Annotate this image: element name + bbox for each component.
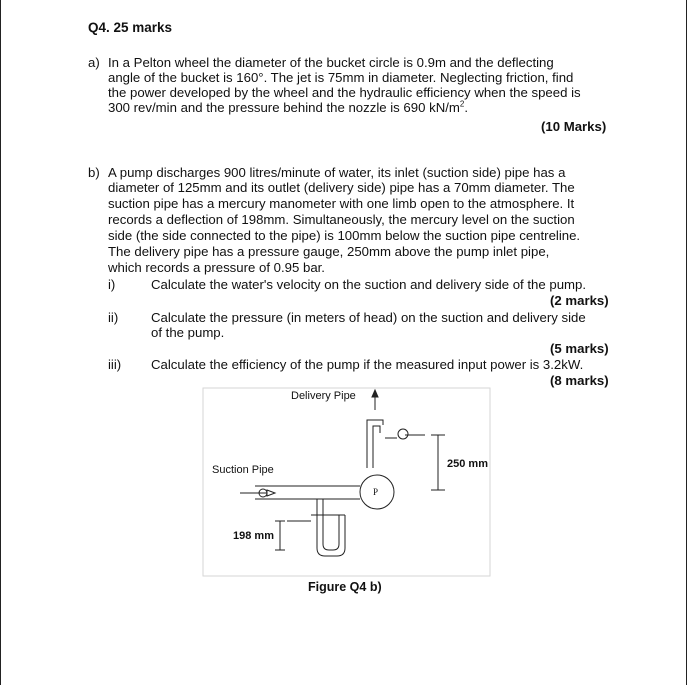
part-a-label: a) xyxy=(88,55,100,70)
delivery-pipe xyxy=(367,420,383,468)
part-b-line-1: A pump discharges 900 litres/minute of water, its inlet (suction side) pipe has a xyxy=(108,165,566,180)
part-b-line-6: The delivery pipe has a pressure gauge, 250mm above the pump inlet pipe, xyxy=(108,244,550,259)
part-b-line-4: records a deflection of 198mm. Simultaneously, the mercury level on the suction xyxy=(108,212,575,227)
sub-ii-text-2: of the pump. xyxy=(151,325,225,340)
part-a-line-end: . xyxy=(464,100,468,115)
page-edge-left xyxy=(0,0,1,685)
question-title: Q4. 25 marks xyxy=(88,20,173,35)
figure-caption: Figure Q4 b) xyxy=(308,580,382,594)
mercury-manometer xyxy=(317,499,345,556)
part-b-line-3: suction pipe has a mercury manometer with one limb open to the atmosphere. It xyxy=(108,196,575,211)
delivery-arrowhead xyxy=(372,390,378,397)
part-a-line-2: angle of the bucket is 160°. The jet is 75mm in diameter. Neglecting friction, find xyxy=(108,70,574,85)
part-a-line-4 xyxy=(108,100,468,115)
sub-ii-marks: (5 marks) xyxy=(550,341,609,356)
sub-i-label: i) xyxy=(108,277,116,292)
deflection-dimension xyxy=(275,521,285,550)
part-a-line-3: the power developed by the wheel and the hydraulic efficiency when the speed is xyxy=(108,85,581,100)
part-b-line-7: which records a pressure of 0.95 bar. xyxy=(108,260,325,275)
part-a-line-1: In a Pelton wheel the diameter of the bucket circle is 0.9m and the deflecting xyxy=(108,55,554,70)
deflection-label: 198 mm xyxy=(233,530,274,542)
sub-i-marks: (2 marks) xyxy=(550,293,609,308)
sub-iii-marks: (8 marks) xyxy=(550,373,609,388)
part-b-line-5: side (the side connected to the pipe) is 100mm below the suction pipe centreline. xyxy=(108,228,581,243)
height-label: 250 mm xyxy=(447,458,488,470)
pump-label: P xyxy=(373,487,379,497)
part-a-marks: (10 Marks) xyxy=(541,119,607,134)
sub-iii-text: Calculate the efficiency of the pump if the measured input power is 3.2kW. xyxy=(151,357,584,372)
suction-arrowhead xyxy=(267,490,275,496)
height-dimension xyxy=(431,435,445,490)
part-b-label: b) xyxy=(88,165,100,180)
part-a-line-4-text: 300 rev/min and the pressure behind the nozzle is 690 kN/m xyxy=(108,100,460,115)
sub-ii-text: Calculate the pressure (in meters of head) on the suction and delivery side xyxy=(151,310,586,325)
diagram-frame xyxy=(203,388,490,576)
part-b-line-2: diameter of 125mm and its outlet (delivery side) pipe has a 70mm diameter. The xyxy=(108,180,575,195)
sub-i-text: Calculate the water's velocity on the suction and delivery side of the pump. xyxy=(151,277,587,292)
sub-ii-label: ii) xyxy=(108,310,119,325)
delivery-pipe-label: Delivery Pipe xyxy=(291,390,356,402)
pump-diagram xyxy=(195,380,505,580)
part-a-superscript: 2 xyxy=(459,99,465,109)
sub-iii-label: iii) xyxy=(108,357,122,372)
pressure-gauge-icon xyxy=(398,429,408,439)
suction-pipe-label: Suction Pipe xyxy=(212,464,274,476)
page-edge-right xyxy=(686,0,687,685)
